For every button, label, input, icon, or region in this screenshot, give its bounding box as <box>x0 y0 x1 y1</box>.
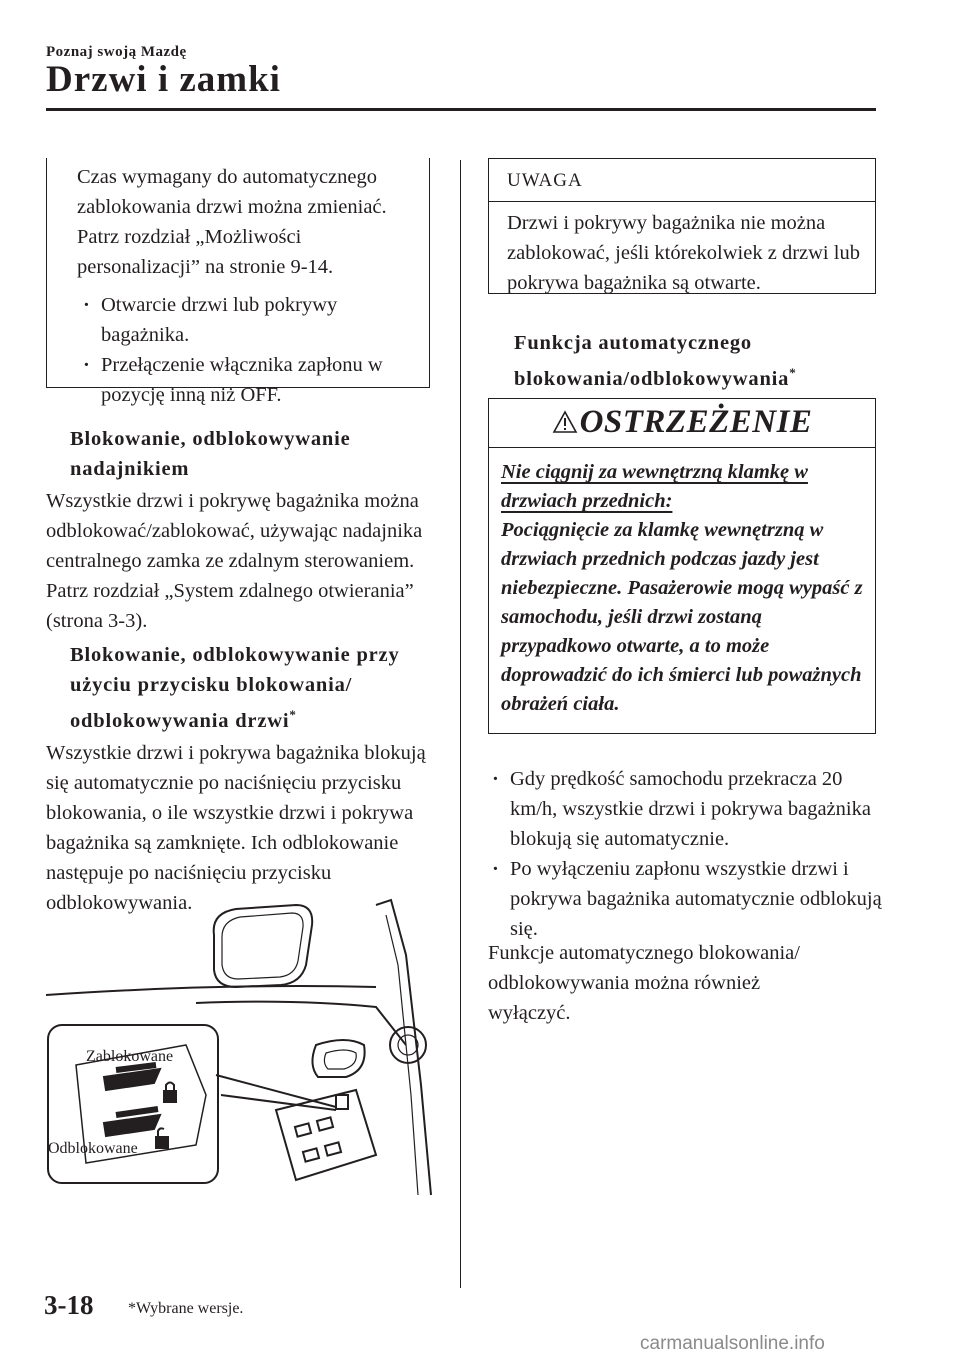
closing-text: Funkcje automatycznego blokowania/ odblokowywania można również wyłączyć. <box>488 942 800 1024</box>
bullet-item: · Po wyłączeniu zapłonu wszystkie drzwi i pokrywa bagażnika automatycznie odblokują się. <box>488 854 888 944</box>
section-body-transmitter: Wszystkie drzwi i pokrywę bagażnika można odblokować/zablokować, używając nadajnika centralnego zamka ze zdalnym sterowaniem. Patrz rozdział „System zdalnego otwierania” (strona 3-3). <box>46 490 423 632</box>
asterisk: * <box>289 707 297 722</box>
note-bullet: · Przełączenie włącznika zapłonu w pozycję inną niż OFF. <box>79 350 419 410</box>
footnote: *Wybrane wersje. <box>128 1300 244 1317</box>
section-heading-transmitter: Blokowanie, odblokowywanie nadajnikiem <box>70 428 351 480</box>
page-title: Drzwi i zamki <box>46 59 281 100</box>
section-heading-lock-switch <box>70 640 420 736</box>
title-rule <box>46 108 876 111</box>
label-locked: Zablokowane <box>86 1048 174 1065</box>
warning-header <box>489 399 875 448</box>
heading-text: Funkcja automatycznego blokowania/odblokowywania <box>514 332 790 390</box>
door-illustration-svg <box>46 895 441 1195</box>
note-text: Czas wymagany do automatycznego zablokowania drzwi można zmieniać. Patrz rozdział „Możliwości personalizacji” na stronie 9-14. <box>77 166 387 278</box>
section-heading-auto-lock <box>514 328 854 394</box>
label-unlocked: Odblokowane <box>48 1140 138 1157</box>
asterisk: * <box>789 365 797 380</box>
heading-text: Blokowanie, odblokowywanie przy użyciu przycisku blokowania/ odblokowywania drzwi <box>70 644 400 732</box>
note-bullet: · Otwarcie drzwi lub pokrywy bagażnika. <box>79 290 419 350</box>
notice-box <box>488 158 876 294</box>
notice-title: UWAGA <box>489 159 875 202</box>
watermark: carmanualsonline.info <box>640 1333 825 1354</box>
door-lock-switch-illustration <box>46 895 441 1195</box>
warning-title: OSTRZEŻENIE <box>579 404 813 440</box>
section-body-lock-switch: Wszystkie drzwi i pokrywa bagażnika blokują się automatycznie po naciśnięciu przycisku blokowania, o ile wszystkie drzwi i pokrywa bagażnika są zamknięte. Ich odblokowanie następuje po naciśnięciu przycisku odblokowywania. <box>46 742 426 914</box>
right-bullets <box>488 764 888 944</box>
breadcrumb: Poznaj swoją Mazdę <box>46 44 187 60</box>
note-box <box>46 158 430 406</box>
notice-text: Drzwi i pokrywy bagażnika nie można zablokować, jeśli którekolwiek z drzwi lub pokrywa bagażnika są otwarte. <box>507 212 860 294</box>
warning-box <box>488 398 876 734</box>
warning-body <box>489 448 875 719</box>
page-number: 3-18 <box>44 1290 94 1320</box>
warning-triangle-icon <box>552 410 578 434</box>
warning-subtitle: Nie ciągnij za wewnętrzną klamkę w drzwiach przednich: <box>501 461 808 512</box>
column-divider <box>460 160 461 1288</box>
note-bullets <box>47 282 429 410</box>
warning-text: Pociągnięcie za klamkę wewnętrzną w drzwiach przednich podczas jazdy jest niebezpieczne. Pasażerowie mogą wypaść z samochodu, jeśli drzwi zostaną przypadkowo otwarte, a to może doprowadzić do ich śmierci lub poważnych obrażeń ciała. <box>501 519 863 715</box>
bullet-item: · Gdy prędkość samochodu przekracza 20 km/h, wszystkie drzwi i pokrywa bagażnika blokują się automatycznie. <box>488 764 888 854</box>
